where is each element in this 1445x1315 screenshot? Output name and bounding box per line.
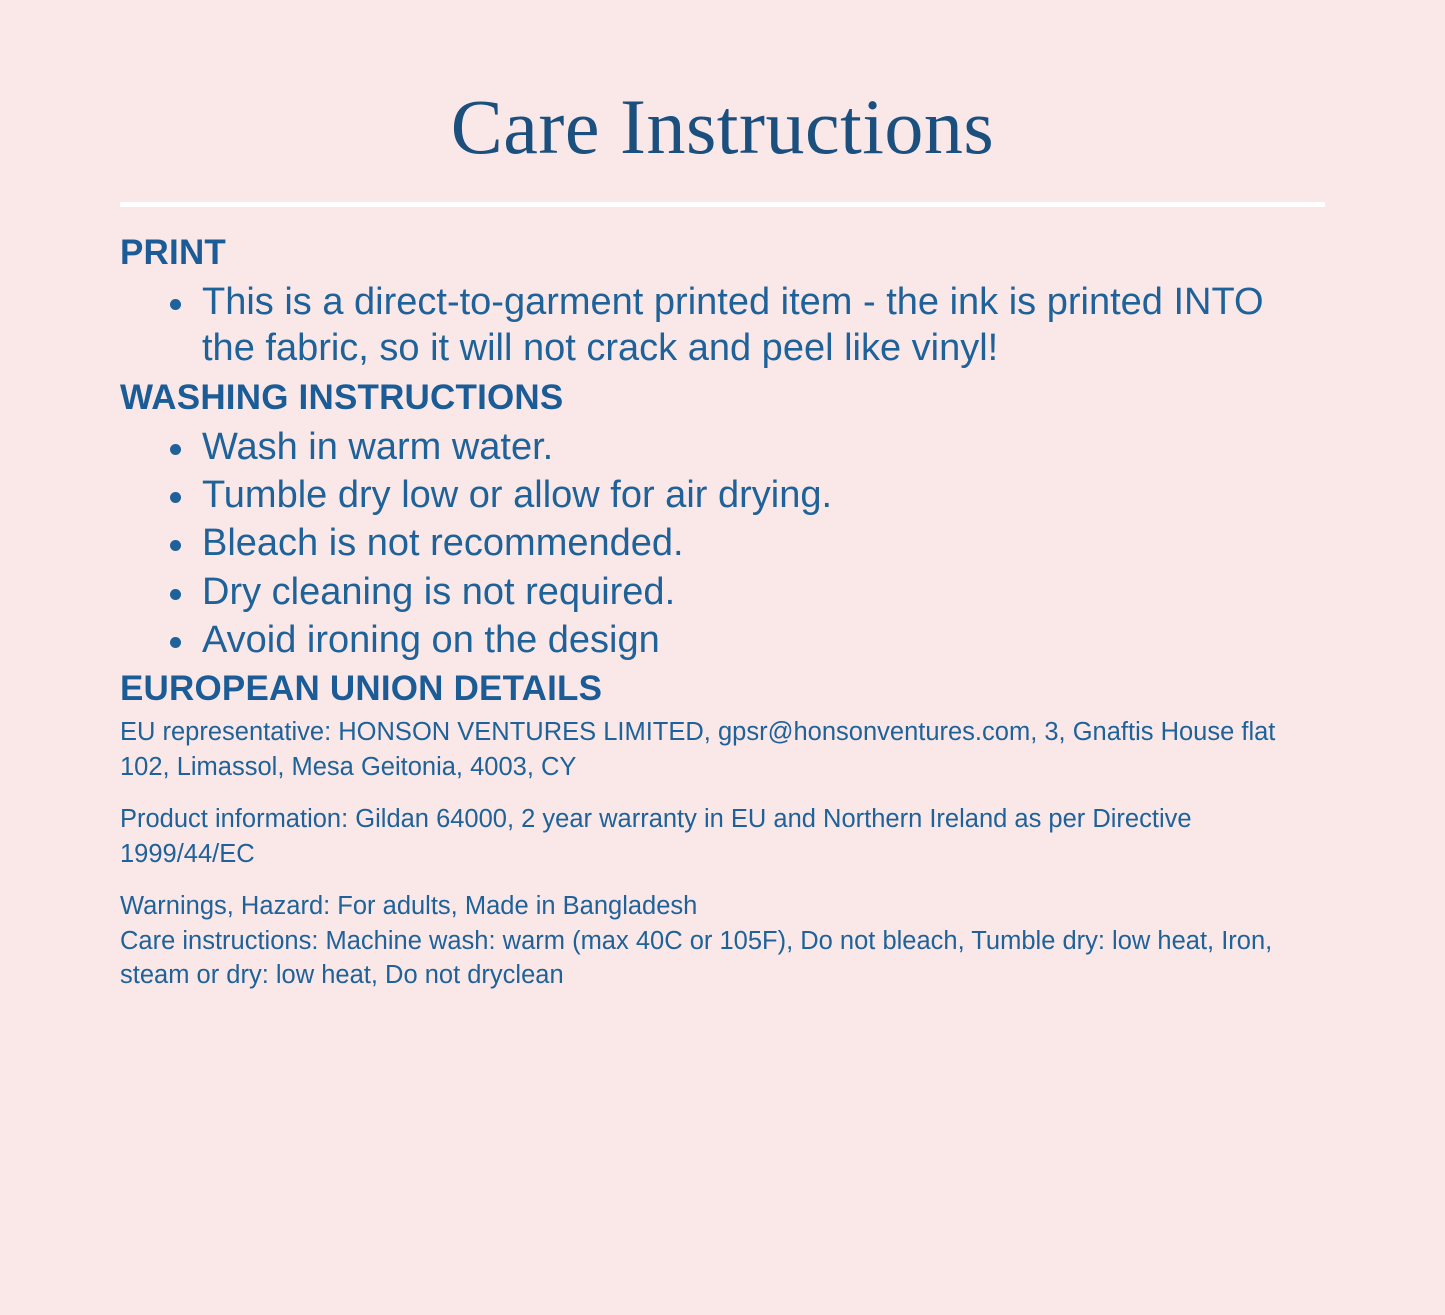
eu-representative-text: EU representative: HONSON VENTURES LIMITED, gpsr@honsonventures.com, 3, Gnaftis House flat 102, Limassol, Mesa Geitonia, 4003, CY [120, 718, 1276, 781]
list-item: Avoid ironing on the design [120, 617, 1325, 663]
section-heading-washing: WASHING INSTRUCTIONS [120, 377, 564, 417]
list-item: Tumble dry low or allow for air drying. [120, 472, 1325, 518]
list-item: Wash in warm water. [120, 424, 1325, 470]
page-title: Care Instructions [450, 83, 995, 170]
eu-product-information-text: Product information: Gildan 64000, 2 year warranty in EU and Northern Ireland as per Directive 1999/44/EC [120, 805, 1192, 868]
section-heading-print: PRINT [120, 232, 226, 272]
section-heading-eu-details: EUROPEAN UNION DETAILS [120, 669, 603, 709]
title-divider [120, 202, 1325, 207]
print-bullet-list [120, 279, 1325, 372]
list-item: Dry cleaning is not required. [120, 569, 1325, 615]
eu-warnings-text: Warnings, Hazard: For adults, Made in Bangladesh [120, 892, 698, 921]
eu-care-instructions-text: Care instructions: Machine wash: warm (max 40C or 105F), Do not bleach, Tumble dry: low heat, Iron, steam or dry: low heat, Do not dryclean [120, 926, 1273, 989]
list-item: Bleach is not recommended. [120, 520, 1325, 566]
eu-details-block [120, 715, 1325, 992]
list-item: This is a direct-to-garment printed item - the ink is printed INTO the fabric, so it will not crack and peel like vinyl! [120, 279, 1325, 372]
washing-bullet-list [120, 424, 1325, 664]
